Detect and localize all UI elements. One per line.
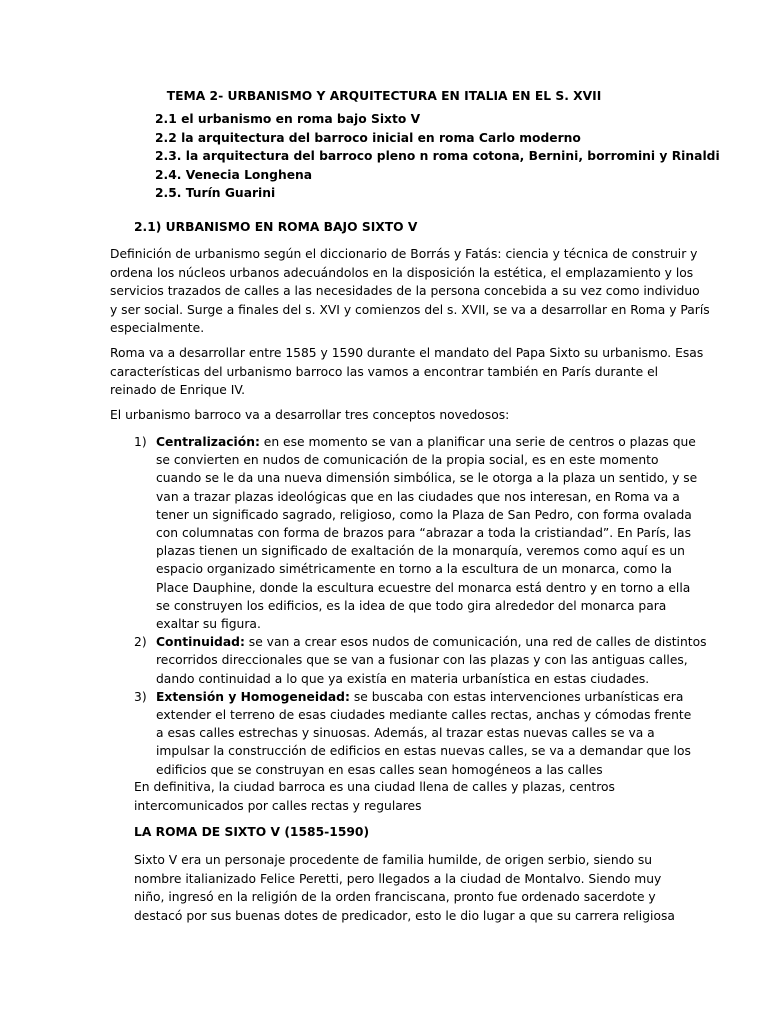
text-line: se construyen los edificios, es la idea de que todo gira alrededor del monarca para — [156, 598, 667, 613]
text-line: características del urbanismo barroco las vamos a encontrar también en París durante el — [110, 364, 659, 379]
toc-item: 2.3. la arquitectura del barroco pleno n roma cotona, Bernini, borromini y Rinaldi — [155, 149, 720, 163]
text-line: Roma va a desarrollar entre 1585 y 1590 durante el mandato del Papa Sixto su urbanismo. Esas — [110, 346, 704, 360]
list-term: Centralización: — [156, 435, 260, 449]
text-line: con columnatas con forma de brazos para “abrazar a toda la cristiandad”. En París, las — [156, 526, 691, 541]
concepts-list — [134, 433, 707, 779]
sub-heading: LA ROMA DE SIXTO V (1585-1590) — [134, 825, 370, 839]
toc-item: 2.1 el urbanismo en roma bajo Sixto V — [155, 112, 421, 126]
text-line: En definitiva, la ciudad barroca es una ciudad llena de calles y plazas, centros — [134, 780, 615, 794]
document-title: TEMA 2- URBANISMO Y ARQUITECTURA EN ITALIA EN EL S. XVII — [166, 89, 602, 103]
text-line: niño, ingresó en la religión de la orden franciscana, pronto fue ordenado sacerdote y — [134, 890, 656, 904]
text-line: exaltar su figura. — [156, 617, 261, 632]
text-line: a esas calles estrechas y sinuosas. Además, al trazar estas nuevas calles se va a — [156, 726, 655, 741]
text-line: recorridos direccionales que se van a fusionar con las plazas y con las antiguas calles, — [156, 653, 688, 668]
text-line: tener un significado sagrado, religioso, como la Plaza de San Pedro, con forma ovalada — [156, 507, 692, 522]
text-line: plazas tienen un significado de exaltación de la monarquía, veremos como aquí es un — [156, 544, 685, 559]
list-term: Continuidad: — [156, 635, 245, 650]
text-line: dando continuidad a lo que ya existía en materia urbanística en estas ciudades. — [156, 671, 650, 686]
list-number: 1) — [134, 435, 147, 449]
table-of-contents — [155, 110, 720, 203]
text-line: van a trazar plazas ideológicas que en las ciudades que nos interesan, en Roma va a — [156, 489, 680, 504]
text-line: Definición de urbanismo según el diccionario de Borrás y Fatás: ciencia y técnica de construir y — [110, 247, 698, 261]
text-line: se van a crear esos nudos de comunicación, una red de calles de distintos — [244, 635, 707, 650]
text-line: intercomunicados por calles rectas y regulares — [134, 798, 422, 813]
list-number: 2) — [134, 635, 147, 650]
list-number: 3) — [134, 689, 147, 704]
toc-item: 2.4. Venecia Longhena — [155, 167, 313, 182]
text-line: reinado de Enrique IV. — [110, 383, 246, 397]
section-heading: 2.1) URBANISMO EN ROMA BAJO SIXTO V — [134, 220, 418, 234]
text-line: extender el terreno de esas ciudades mediante calles rectas, anchas y cómodas frente — [156, 708, 692, 723]
text-line: cuando se le da una nueva dimensión simbólica, se le otorga a la plaza un sentido, y se — [156, 471, 698, 486]
text-line: y ser social. Surge a finales del s. XVI y comienzos del s. XVII, se va a desarrollar en Roma y París — [110, 302, 710, 317]
text-line: impulsar la construcción de edificios en estas nuevas calles, se va a demandar que los — [156, 744, 691, 759]
text-line: espacio organizado simétricamente en torno a la escultura de un monarca, como la — [156, 562, 672, 577]
paragraph-sixto — [134, 851, 675, 925]
list-item — [134, 433, 698, 633]
paragraph-conclusion — [134, 778, 662, 815]
text-line: ordena los núcleos urbanos adecuándolos en la disposición la estética, el emplazamiento y los — [110, 265, 694, 280]
text-line: se buscaba con estas intervenciones urbanísticas era — [349, 689, 684, 704]
text-line: en ese momento se van a planificar una serie de centros o plazas que — [259, 435, 696, 449]
paragraph-definition — [110, 245, 710, 338]
toc-item: 2.2 la arquitectura del barroco inicial en roma Carlo moderno — [155, 130, 581, 145]
list-item — [134, 688, 692, 779]
list-item — [134, 633, 707, 688]
text-line: Place Dauphine, donde la escultura ecuestre del monarca está dentro y en torno a ella — [156, 580, 691, 595]
paragraph-roma — [110, 344, 704, 400]
text-line: especialmente. — [110, 321, 205, 335]
list-term: Extensión y Homogeneidad: — [156, 689, 350, 704]
toc-item: 2.5. Turín Guarini — [155, 186, 276, 200]
paragraph-intro-list: El urbanismo barroco va a desarrollar tres conceptos novedosos: — [110, 408, 510, 422]
text-line: Sixto V era un personaje procedente de familia humilde, de origen serbio, siendo su — [134, 853, 653, 867]
text-line: edificios que se construyan en esas calles sean homogéneos a las calles — [156, 762, 603, 777]
text-line: destacó por sus buenas dotes de predicador, esto le dio lugar a que su carrera religiosa — [134, 908, 675, 923]
text-line: servicios trazados de calles a las necesidades de la persona concebida a su vez como individuo — [110, 284, 700, 298]
text-line: nombre italianizado Felice Peretti, pero llegados a la ciudad de Montalvo. Siendo muy — [134, 871, 662, 886]
text-line: se convierten en nudos de comunicación de la propia social, es en este momento — [156, 453, 659, 468]
